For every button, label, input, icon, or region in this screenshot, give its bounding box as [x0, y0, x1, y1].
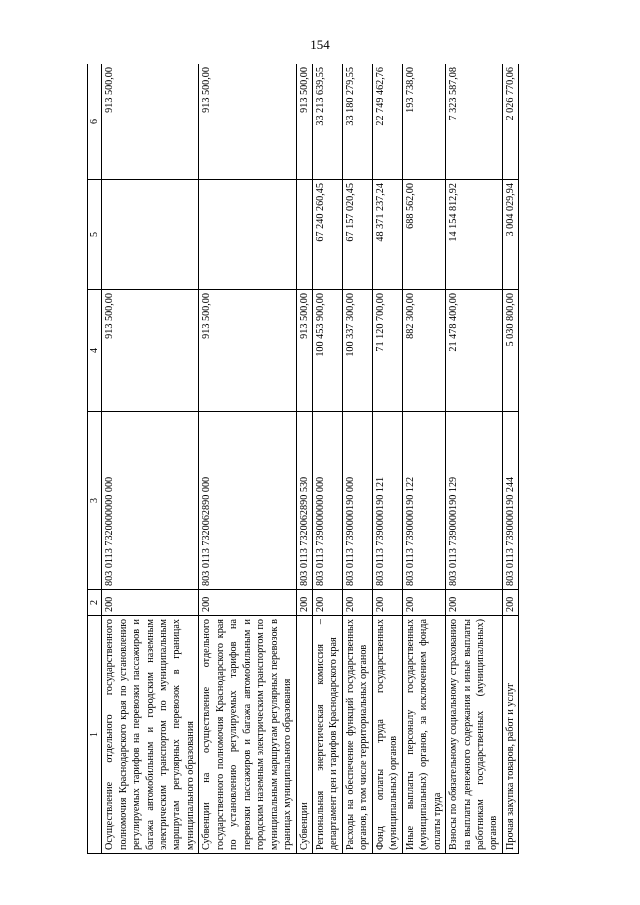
- row-col5: 67 157 020,45: [342, 180, 372, 290]
- table-row: [199, 64, 296, 854]
- row-code: 803 0113 7320062890 000: [199, 412, 296, 590]
- row-name: Субвенции на осуществление отдельного государственного полномочия Краснодарского края по установлению регулируемых тарифов на перевозки пассажиров и багажа автомобильным и городским наземным электрическим транспортом по муниципальным маршрутам регулярных перевозок в границах муниципального образования: [199, 616, 296, 854]
- row-col4: 71 120 700,00: [372, 290, 402, 412]
- row-col6: 7 323 587,08: [446, 64, 503, 180]
- table-row: [296, 64, 312, 854]
- row-category: 200: [312, 590, 342, 616]
- row-col5: 48 371 237,24: [372, 180, 402, 290]
- table-row: [342, 64, 372, 854]
- column-number-2: 2: [88, 590, 102, 616]
- row-col5: 3 004 029,94: [502, 180, 518, 290]
- row-name: Взносы по обязательному социальному страхованию на выплаты денежного содержания и иные выплаты работникам государственных (муниципальных) органов: [446, 616, 503, 854]
- row-code: 803 0113 7390000190 122: [402, 412, 445, 590]
- row-col5: 14 154 812,92: [446, 180, 503, 290]
- row-col6: 33 180 279,55: [342, 64, 372, 180]
- rotated-table-area: [87, 64, 611, 854]
- row-col5: 688 562,00: [402, 180, 445, 290]
- rotated-table-container: [87, 64, 611, 854]
- table-row: [402, 64, 445, 854]
- row-category: 200: [102, 590, 199, 616]
- row-col4: 882 300,00: [402, 290, 445, 412]
- table-row: [102, 64, 199, 854]
- row-col6: 33 213 639,55: [312, 64, 342, 180]
- row-col6: 193 738,00: [402, 64, 445, 180]
- row-name: Прочая закупка товаров, работ и услуг: [502, 616, 518, 854]
- row-col5: [199, 180, 296, 290]
- table-row: [372, 64, 402, 854]
- row-code: 803 0113 7390000190 121: [372, 412, 402, 590]
- row-code: 803 0113 7320000000 000: [102, 412, 199, 590]
- column-number-row: [88, 64, 102, 854]
- column-number-6: 6: [88, 64, 102, 180]
- row-name: Расходы на обеспечение функций государственных органов, в том числе территориальных органов: [342, 616, 372, 854]
- column-number-3: 3: [88, 412, 102, 590]
- row-col6: 2 026 770,06: [502, 64, 518, 180]
- row-col4: 100 337 300,00: [342, 290, 372, 412]
- row-code: 803 0113 7390000190 244: [502, 412, 518, 590]
- row-col4: 913 500,00: [296, 290, 312, 412]
- row-category: 200: [342, 590, 372, 616]
- row-col6: 22 749 462,76: [372, 64, 402, 180]
- row-name: Региональная энергетическая комиссия – департамент цен и тарифов Краснодарского края: [312, 616, 342, 854]
- table-row: [502, 64, 518, 854]
- row-category: 200: [372, 590, 402, 616]
- row-col5: [296, 180, 312, 290]
- row-name: Фонд оплаты труда государственных (муниципальных) органов: [372, 616, 402, 854]
- row-col5: 67 240 260,45: [312, 180, 342, 290]
- budget-table: [87, 64, 519, 854]
- row-code: 803 0113 7390000190 129: [446, 412, 503, 590]
- column-number-5: 5: [88, 180, 102, 290]
- row-name: Осуществление отдельного государственного полномочия Краснодарского края по установлению регулируемых тарифов на перевозки пассажиров и багажа автомобильным и городским наземным электрическим транспортом по муниципальным маршрутам регулярных перевозок в границах муниципального образования: [102, 616, 199, 854]
- table-row: [446, 64, 503, 854]
- row-col4: 21 478 400,00: [446, 290, 503, 412]
- row-category: 200: [199, 590, 296, 616]
- row-code: 803 0113 7390000000 000: [312, 412, 342, 590]
- row-name: Субвенции: [296, 616, 312, 854]
- row-category: 200: [446, 590, 503, 616]
- row-col6: 913 500,00: [199, 64, 296, 180]
- column-number-4: 4: [88, 290, 102, 412]
- row-name: Иные выплаты персоналу государственных (муниципальных) органов, за исключением фонда оплаты труда: [402, 616, 445, 854]
- row-col6: 913 500,00: [102, 64, 199, 180]
- page-number: 154: [310, 37, 330, 52]
- column-number-1: 1: [88, 616, 102, 854]
- row-col4: 913 500,00: [102, 290, 199, 412]
- row-code: 803 0113 7390000190 000: [342, 412, 372, 590]
- row-col4: 100 453 900,00: [312, 290, 342, 412]
- row-category: 200: [502, 590, 518, 616]
- row-col6: 913 500,00: [296, 64, 312, 180]
- row-category: 200: [402, 590, 445, 616]
- table-row: [312, 64, 342, 854]
- row-code: 803 0113 7320062890 530: [296, 412, 312, 590]
- row-col4: 5 030 800,00: [502, 290, 518, 412]
- row-col5: [102, 180, 199, 290]
- row-category: 200: [296, 590, 312, 616]
- row-col4: 913 500,00: [199, 290, 296, 412]
